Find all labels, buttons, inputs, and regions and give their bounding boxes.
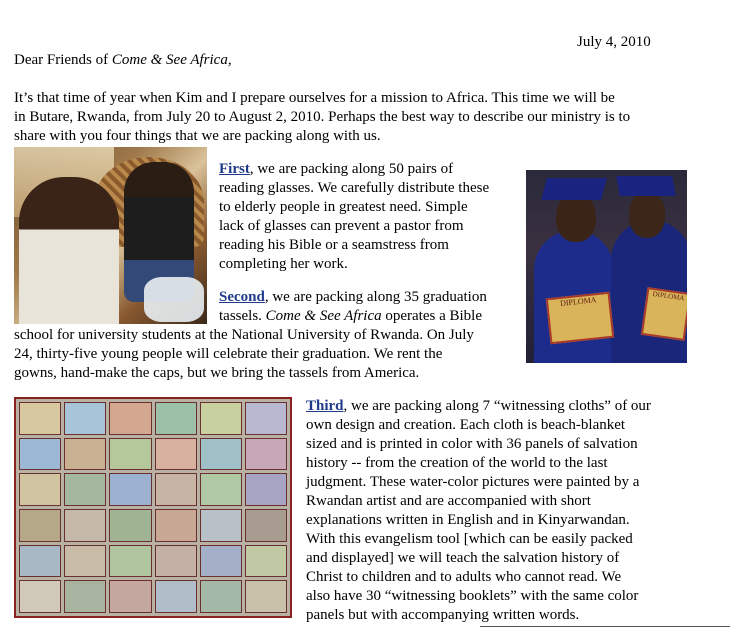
second-heading: Second: [219, 289, 265, 305]
second-paragraph-line-3: school for university students at the National University of Rwanda. On July: [14, 327, 474, 343]
page-footer-rule: [480, 626, 730, 627]
third-paragraph-line-4: history -- from the creation of the world to the last: [306, 455, 608, 471]
second-line-2-suffix: operates a Bible: [381, 308, 483, 324]
second-paragraph-line-5: gowns, hand-make the caps, but we bring the tassels from America.: [14, 365, 420, 381]
first-heading: First: [219, 161, 250, 177]
intro-line-1: It’s that time of year when Kim and I prepare ourselves for a mission to Africa. This time we will be: [14, 90, 615, 106]
third-paragraph-line-12: panels but with accompanying written words.: [306, 607, 580, 623]
photo-reading-glasses: [14, 147, 207, 324]
second-paragraph-line-2: [219, 307, 482, 326]
salutation: [14, 52, 232, 69]
second-line-2-prefix: tassels.: [219, 308, 266, 324]
diploma-1: DIPLOMA: [546, 292, 614, 344]
second-paragraph-line-1: [219, 288, 487, 307]
photo-graduates: [526, 170, 687, 363]
salutation-prefix: Dear Friends of: [14, 52, 112, 68]
first-paragraph-line-5: reading his Bible or a seamstress from: [219, 237, 449, 253]
third-paragraph-line-2: own design and creation. Each cloth is beach-blanket: [306, 417, 626, 433]
third-paragraph-line-8: With this evangelism tool [which can be easily packed: [306, 531, 633, 547]
second-line-1-text: , we are packing along 35 graduation: [264, 289, 487, 305]
first-paragraph-line-6: completing her work.: [219, 256, 348, 272]
salutation-org: Come & See Africa: [111, 52, 228, 68]
third-paragraph-line-9: and displayed] we will teach the salvation history of: [306, 550, 620, 566]
second-paragraph-line-4: 24, thirty-five young people will celebrate their graduation. We rent the: [14, 346, 443, 362]
intro-line-3: share with you four things that we are packing along with us.: [14, 128, 381, 144]
second-line-2-org: Come & See Africa: [265, 308, 382, 324]
witnessing-cloth-image: [14, 397, 292, 618]
first-paragraph-line-2: reading glasses. We carefully distribute these: [219, 180, 490, 196]
first-paragraph-line-1: [219, 160, 453, 179]
first-paragraph-line-3: to elderly people in greatest need. Simple: [219, 199, 468, 215]
first-line-1-text: , we are packing along 50 pairs of: [249, 161, 454, 177]
salutation-suffix: ,: [227, 52, 232, 68]
third-heading: Third: [306, 398, 344, 414]
third-line-1-text: , we are packing along 7 “witnessing cloths” of our: [343, 398, 651, 414]
diploma-2: DIPLOMA: [641, 287, 687, 341]
third-paragraph-line-3: sized and is printed in color with 36 panels of salvation: [306, 436, 638, 452]
third-paragraph-line-10: Christ to children and to adults who cannot read. We: [306, 569, 622, 585]
intro-line-2: in Butare, Rwanda, from July 20 to August 2, 2010. Perhaps the best way to describe our ministry is to: [14, 109, 631, 125]
third-paragraph-line-5: judgment. These water-color pictures were painted by a: [306, 474, 640, 490]
third-paragraph-line-11: also have 30 “witnessing booklets” with the same color: [306, 588, 639, 604]
third-paragraph-line-1: [306, 397, 651, 416]
first-paragraph-line-4: lack of glasses can prevent a pastor from: [219, 218, 464, 234]
third-paragraph-line-7: explanations written in English and in Kinyarwandan.: [306, 512, 630, 528]
third-paragraph-line-6: Rwandan artist and are accompanied with short: [306, 493, 591, 509]
letter-date: July 4, 2010: [577, 34, 651, 50]
